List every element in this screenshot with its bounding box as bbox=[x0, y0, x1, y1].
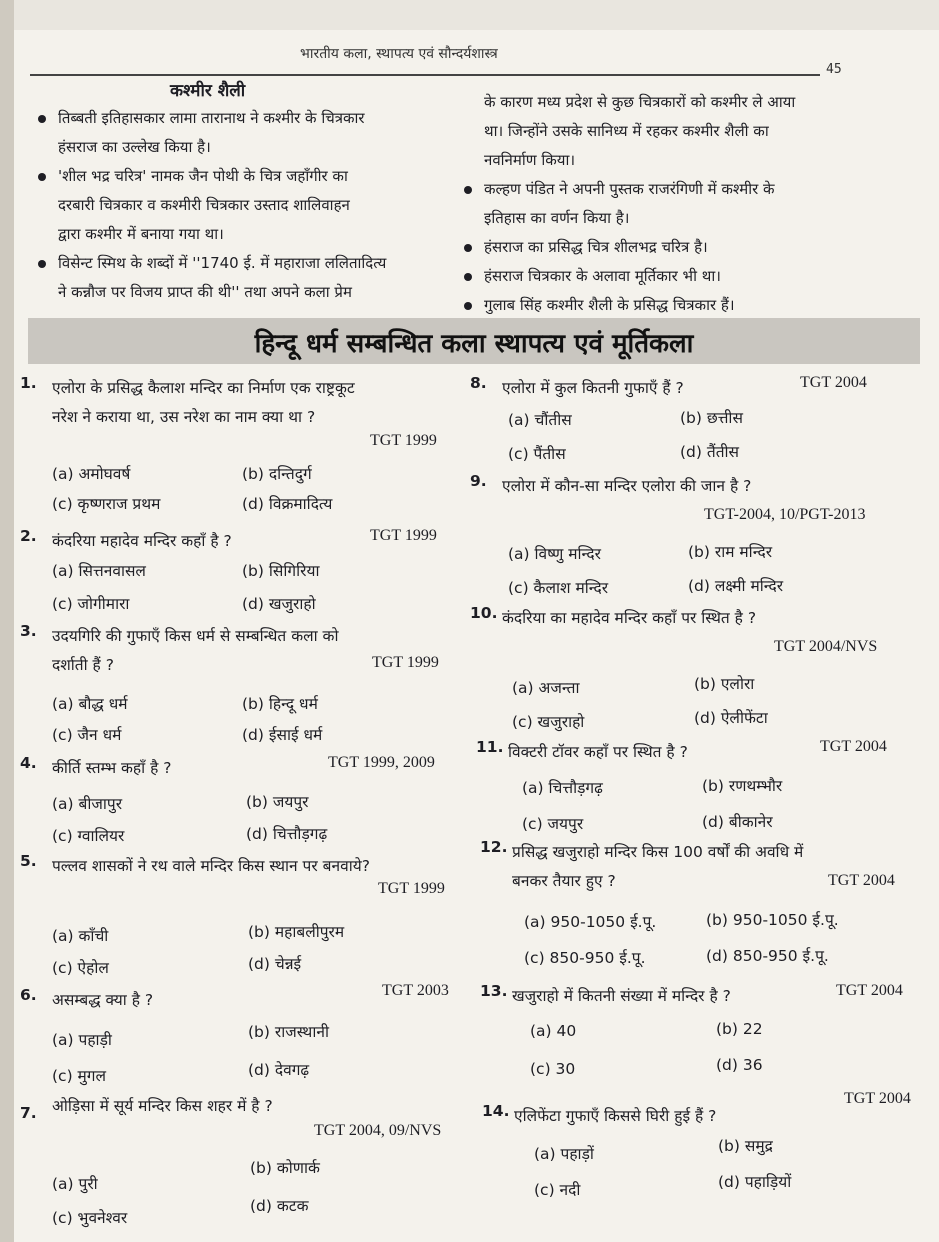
exam-tag: TGT 1999 bbox=[370, 432, 437, 449]
option-d: (d) 850-950 ई.पू. bbox=[706, 947, 829, 965]
page-edge bbox=[0, 0, 14, 1242]
option-a: (a) पहाड़ी bbox=[52, 1031, 112, 1049]
option-b: (b) सिगिरिया bbox=[242, 562, 320, 580]
question-text: एलिफेंटा गुफाएँ किससे घिरी हुई हैं ? bbox=[514, 1107, 717, 1125]
continued-text bbox=[462, 88, 882, 175]
option-d: (d) देवगढ़ bbox=[248, 1061, 310, 1079]
bullet-item bbox=[36, 249, 456, 307]
option-b: (b) दन्तिदुर्ग bbox=[242, 465, 312, 483]
question-number: 1. bbox=[20, 374, 37, 392]
option-a: (a) पुरी bbox=[52, 1175, 98, 1193]
option-c: (c) पैंतीस bbox=[508, 445, 566, 463]
option-d: (d) कटक bbox=[250, 1197, 309, 1215]
option-d: (d) खजुराहो bbox=[242, 595, 316, 613]
question-number: 8. bbox=[470, 374, 487, 392]
question-text: असम्बद्ध क्या है ? bbox=[52, 991, 154, 1009]
question-text: एलोरा में कुल कितनी गुफाएँ हैं ? bbox=[502, 379, 684, 397]
bullet-line: तिब्बती इतिहासकार लामा तारानाथ ने कश्मीर के चित्रकार bbox=[58, 109, 365, 127]
bullet-line: 'शील भद्र चरित्र' नामक जैन पोथी के चित्र जहाँगीर का bbox=[58, 167, 348, 185]
option-b: (b) महाबलीपुरम bbox=[248, 923, 345, 941]
exam-tag: TGT 2004 bbox=[828, 872, 895, 889]
bullet-line: गुलाब सिंह कश्मीर शैली के प्रसिद्ध चित्रकार हैं। bbox=[484, 296, 735, 314]
option-b: (b) छत्तीस bbox=[680, 409, 743, 427]
exam-tag: TGT 2004 bbox=[844, 1090, 911, 1107]
option-b: (b) हिन्दू धर्म bbox=[242, 695, 318, 713]
option-c: (c) ऐहोल bbox=[52, 959, 109, 977]
question-number: 12. bbox=[480, 838, 508, 856]
exam-tag: TGT 2003 bbox=[382, 982, 449, 999]
question-number: 9. bbox=[470, 472, 487, 490]
option-d: (d) ऐलीफेंटा bbox=[694, 709, 768, 727]
option-a: (a) 950-1050 ई.पू. bbox=[524, 913, 657, 931]
option-b: (b) राजस्थानी bbox=[248, 1023, 329, 1041]
exam-tag: TGT 1999, 2009 bbox=[328, 754, 435, 771]
bullet-line: हंसराज का प्रसिद्ध चित्र शीलभद्र चरित्र है। bbox=[484, 238, 708, 256]
option-b: (b) राम मन्दिर bbox=[688, 543, 773, 561]
bullet-item bbox=[462, 175, 882, 233]
option-d: (d) विक्रमादित्य bbox=[242, 495, 333, 513]
text-line: था। जिन्होंने उसके सानिध्य में रहकर कश्मीर शैली का bbox=[484, 122, 769, 140]
option-c: (c) 850-950 ई.पू. bbox=[524, 949, 646, 967]
option-a: (a) 40 bbox=[530, 1022, 577, 1040]
option-d: (d) लक्ष्मी मन्दिर bbox=[688, 577, 784, 595]
option-b: (b) समुद्र bbox=[718, 1137, 773, 1155]
option-b: (b) एलोरा bbox=[694, 675, 755, 693]
option-c: (c) 30 bbox=[530, 1060, 576, 1078]
bullet-item bbox=[36, 104, 456, 162]
running-header-title: भारतीय कला, स्थापत्य एवं सौन्दर्यशास्त्र bbox=[300, 46, 498, 62]
option-a: (a) चित्तौड़गढ़ bbox=[522, 779, 603, 797]
question-text: विक्टरी टॉवर कहाँ पर स्थित है ? bbox=[508, 743, 688, 761]
question-number: 2. bbox=[20, 527, 37, 545]
question-number: 13. bbox=[480, 982, 508, 1000]
exam-tag: TGT 2004 bbox=[836, 982, 903, 999]
option-d: (d) चेन्नई bbox=[248, 955, 302, 973]
option-b: (b) 950-1050 ई.पू. bbox=[706, 911, 839, 929]
question-line: प्रसिद्ध खजुराहो मन्दिर किस 100 वर्षों की अवधि में bbox=[512, 843, 804, 861]
exam-tag: TGT 2004/NVS bbox=[774, 638, 878, 655]
option-a: (a) बीजापुर bbox=[52, 795, 123, 813]
question-number: 14. bbox=[482, 1102, 510, 1120]
bullet-item bbox=[462, 233, 882, 262]
question-text: ओड़िसा में सूर्य मन्दिर किस शहर में है ? bbox=[52, 1097, 273, 1115]
bullet-item bbox=[462, 262, 882, 291]
option-c: (c) भुवनेश्वर bbox=[52, 1209, 128, 1227]
exam-tag: TGT-2004, 10/PGT-2013 bbox=[704, 506, 866, 523]
question-number: 5. bbox=[20, 852, 37, 870]
section-heading-kashmir: कश्मीर शैली bbox=[170, 81, 246, 101]
option-b: (b) रणथम्भौर bbox=[702, 777, 783, 795]
option-c: (c) खजुराहो bbox=[512, 713, 585, 731]
question-number: 6. bbox=[20, 986, 37, 1004]
question-text: कंदरिया का महादेव मन्दिर कहाँ पर स्थित है ? bbox=[502, 609, 757, 627]
bullet-line: इतिहास का वर्णन किया है। bbox=[484, 209, 630, 227]
option-d: (d) ईसाई धर्म bbox=[242, 726, 323, 744]
question-line: उदयगिरि की गुफाएँ किस धर्म से सम्बन्धित कला को bbox=[52, 627, 339, 645]
question-line: दर्शाती हैं ? bbox=[52, 656, 114, 674]
kashmir-right-column bbox=[462, 88, 882, 320]
option-a: (a) अजन्ता bbox=[512, 679, 580, 697]
option-c: (c) कैलाश मन्दिर bbox=[508, 579, 609, 597]
bullet-item bbox=[462, 291, 882, 320]
section-title: हिन्दू धर्म सम्बन्धित कला स्थापत्य एवं मूर्तिकला bbox=[254, 329, 694, 359]
option-d: (d) तैंतीस bbox=[680, 443, 740, 461]
exam-tag: TGT 1999 bbox=[370, 527, 437, 544]
option-a: (a) अमोघवर्ष bbox=[52, 465, 131, 483]
bullet-line: दरबारी चित्रकार व कश्मीरी चित्रकार उस्ताद शालिवाहन bbox=[58, 196, 350, 214]
question-line: बनकर तैयार हुए ? bbox=[512, 872, 616, 890]
option-b: (b) 22 bbox=[716, 1020, 763, 1038]
exam-tag: TGT 1999 bbox=[372, 654, 439, 671]
option-a: (a) विष्णु मन्दिर bbox=[508, 545, 601, 563]
question-text: एलोरा में कौन-सा मन्दिर एलोरा की जान है ? bbox=[502, 477, 752, 495]
option-c: (c) ग्वालियर bbox=[52, 827, 125, 845]
option-c: (c) जैन धर्म bbox=[52, 726, 122, 744]
exam-tag: TGT 2004, 09/NVS bbox=[314, 1122, 442, 1139]
question-text: खजुराहो में कितनी संख्या में मन्दिर है ? bbox=[512, 987, 731, 1005]
bullet-line: कल्हण पंडित ने अपनी पुस्तक राजरंगिणी में कश्मीर के bbox=[484, 180, 775, 198]
question-text: पल्लव शासकों ने रथ वाले मन्दिर किस स्थान पर बनवाये? bbox=[52, 857, 370, 875]
option-d: (d) बीकानेर bbox=[702, 813, 773, 831]
question-number: 7. bbox=[20, 1104, 37, 1122]
question-line: नरेश ने कराया था, उस नरेश का नाम क्या था ? bbox=[52, 408, 316, 426]
exam-tag: TGT 1999 bbox=[378, 880, 445, 897]
option-c: (c) नदी bbox=[534, 1181, 581, 1199]
option-c: (c) मुगल bbox=[52, 1067, 107, 1085]
option-c: (c) जयपुर bbox=[522, 815, 584, 833]
question-number: 10. bbox=[470, 604, 498, 622]
text-line: के कारण मध्य प्रदेश से कुछ चित्रकारों को कश्मीर ले आया bbox=[484, 93, 796, 111]
option-d: (d) चित्तौड़गढ़ bbox=[246, 825, 328, 843]
option-b: (b) कोणार्क bbox=[250, 1159, 320, 1177]
page-number: 45 bbox=[826, 62, 842, 77]
option-a: (a) पहाड़ों bbox=[534, 1145, 594, 1163]
question-line: एलोरा के प्रसिद्ध कैलाश मन्दिर का निर्माण एक राष्ट्रकूट bbox=[52, 379, 355, 397]
exam-tag: TGT 2004 bbox=[800, 374, 867, 391]
question-text: कंदरिया महादेव मन्दिर कहाँ है ? bbox=[52, 532, 232, 550]
header-rule bbox=[30, 74, 820, 76]
kashmir-left-column bbox=[36, 104, 456, 307]
option-a: (a) चौंतीस bbox=[508, 411, 572, 429]
question-number: 4. bbox=[20, 754, 37, 772]
option-d: (d) 36 bbox=[716, 1056, 763, 1074]
option-a: (a) बौद्ध धर्म bbox=[52, 695, 128, 713]
section-title-band bbox=[28, 318, 920, 364]
question-number: 11. bbox=[476, 738, 504, 756]
bullet-line: द्वारा कश्मीर में बनाया गया था। bbox=[58, 225, 224, 243]
bullet-line: ने कन्नौज पर विजय प्राप्त की थी'' तथा अपने कला प्रेम bbox=[58, 283, 352, 301]
option-a: (a) काँची bbox=[52, 927, 109, 945]
option-c: (c) कृष्णराज प्रथम bbox=[52, 495, 161, 513]
bullet-item bbox=[36, 162, 456, 249]
text-line: नवनिर्माण किया। bbox=[484, 151, 576, 169]
question-text: कीर्ति स्तम्भ कहाँ है ? bbox=[52, 759, 172, 777]
exam-tag: TGT 2004 bbox=[820, 738, 887, 755]
question-number: 3. bbox=[20, 622, 37, 640]
option-c: (c) जोगीमारा bbox=[52, 595, 130, 613]
bullet-line: विसेन्ट स्मिथ के शब्दों में ''1740 ई. में महाराजा ललितादित्य bbox=[58, 254, 387, 272]
bullet-line: हंसराज का उल्लेख किया है। bbox=[58, 138, 211, 156]
option-d: (d) पहाड़ियों bbox=[718, 1173, 792, 1191]
bullet-line: हंसराज चित्रकार के अलावा मूर्तिकार भी था। bbox=[484, 267, 721, 285]
question-text bbox=[52, 374, 452, 432]
option-a: (a) सित्तनवासल bbox=[52, 562, 146, 580]
option-b: (b) जयपुर bbox=[246, 793, 309, 811]
